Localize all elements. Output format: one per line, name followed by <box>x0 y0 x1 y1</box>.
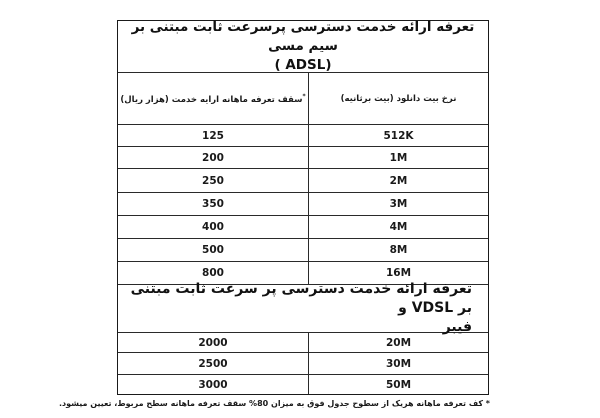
speed-cell: 512K <box>308 125 488 146</box>
tariff-table <box>117 20 489 395</box>
price-cell: 125 <box>202 129 224 142</box>
speed-cell: 1M <box>308 147 488 168</box>
speed-cell: 4M <box>308 216 488 238</box>
table-row <box>118 193 488 216</box>
table-row <box>118 169 488 193</box>
footnote: * کف تعرفه ماهانه هریک از سطوح جدول فوق به میزان 80% سقف تعرفه ماهانه سطح مربوط، تعیین میشود. <box>58 399 490 408</box>
adsl-title <box>118 21 488 73</box>
speed-cell: 50M <box>308 375 488 394</box>
price-cell: 250 <box>202 174 224 187</box>
adsl-title-line2: ( ADSL) <box>274 57 332 73</box>
adsl-title-line1: تعرفه ارائه خدمت دسترسی پرسرعت ثابت مبتنی بر سیم مسی <box>131 19 475 54</box>
speed-cell: 20M <box>308 333 488 352</box>
speed-cell: 3M <box>308 193 488 215</box>
speed-cell: 2M <box>308 169 488 192</box>
table-row <box>118 216 488 239</box>
vdsl-title-line2: فیبر <box>442 319 472 335</box>
speed-cell: 30M <box>308 353 488 374</box>
price-cell: 350 <box>202 198 224 210</box>
table-row <box>118 147 488 169</box>
header-price-asterisk: * <box>302 92 306 100</box>
table-row <box>118 375 488 394</box>
price-cell: 800 <box>202 267 224 279</box>
price-cell: 2000 <box>198 336 228 349</box>
column-header-row <box>118 73 488 125</box>
header-speed: نرخ بیت دانلود (بیت برثانیه) <box>308 73 488 124</box>
price-cell: 2500 <box>198 357 228 370</box>
vdsl-title-line1: تعرفه ارائه خدمت دسترسی پر سرعت ثابت مبتنی بر VDSL و <box>130 281 472 316</box>
speed-cell: 16M <box>308 262 488 284</box>
vdsl-title <box>118 281 488 335</box>
price-cell: 400 <box>202 221 224 233</box>
price-cell: 500 <box>202 244 224 256</box>
price-cell: 3000 <box>198 378 228 391</box>
speed-cell: 8M <box>308 239 488 261</box>
table-row <box>118 239 488 262</box>
price-cell: 200 <box>202 151 224 164</box>
header-price-label: سقف تعرفه ماهانه ارایه خدمت (هزار ریال) <box>120 94 303 105</box>
table-row <box>118 353 488 375</box>
table-row <box>118 333 488 353</box>
header-price <box>118 73 308 124</box>
table-row <box>118 125 488 147</box>
